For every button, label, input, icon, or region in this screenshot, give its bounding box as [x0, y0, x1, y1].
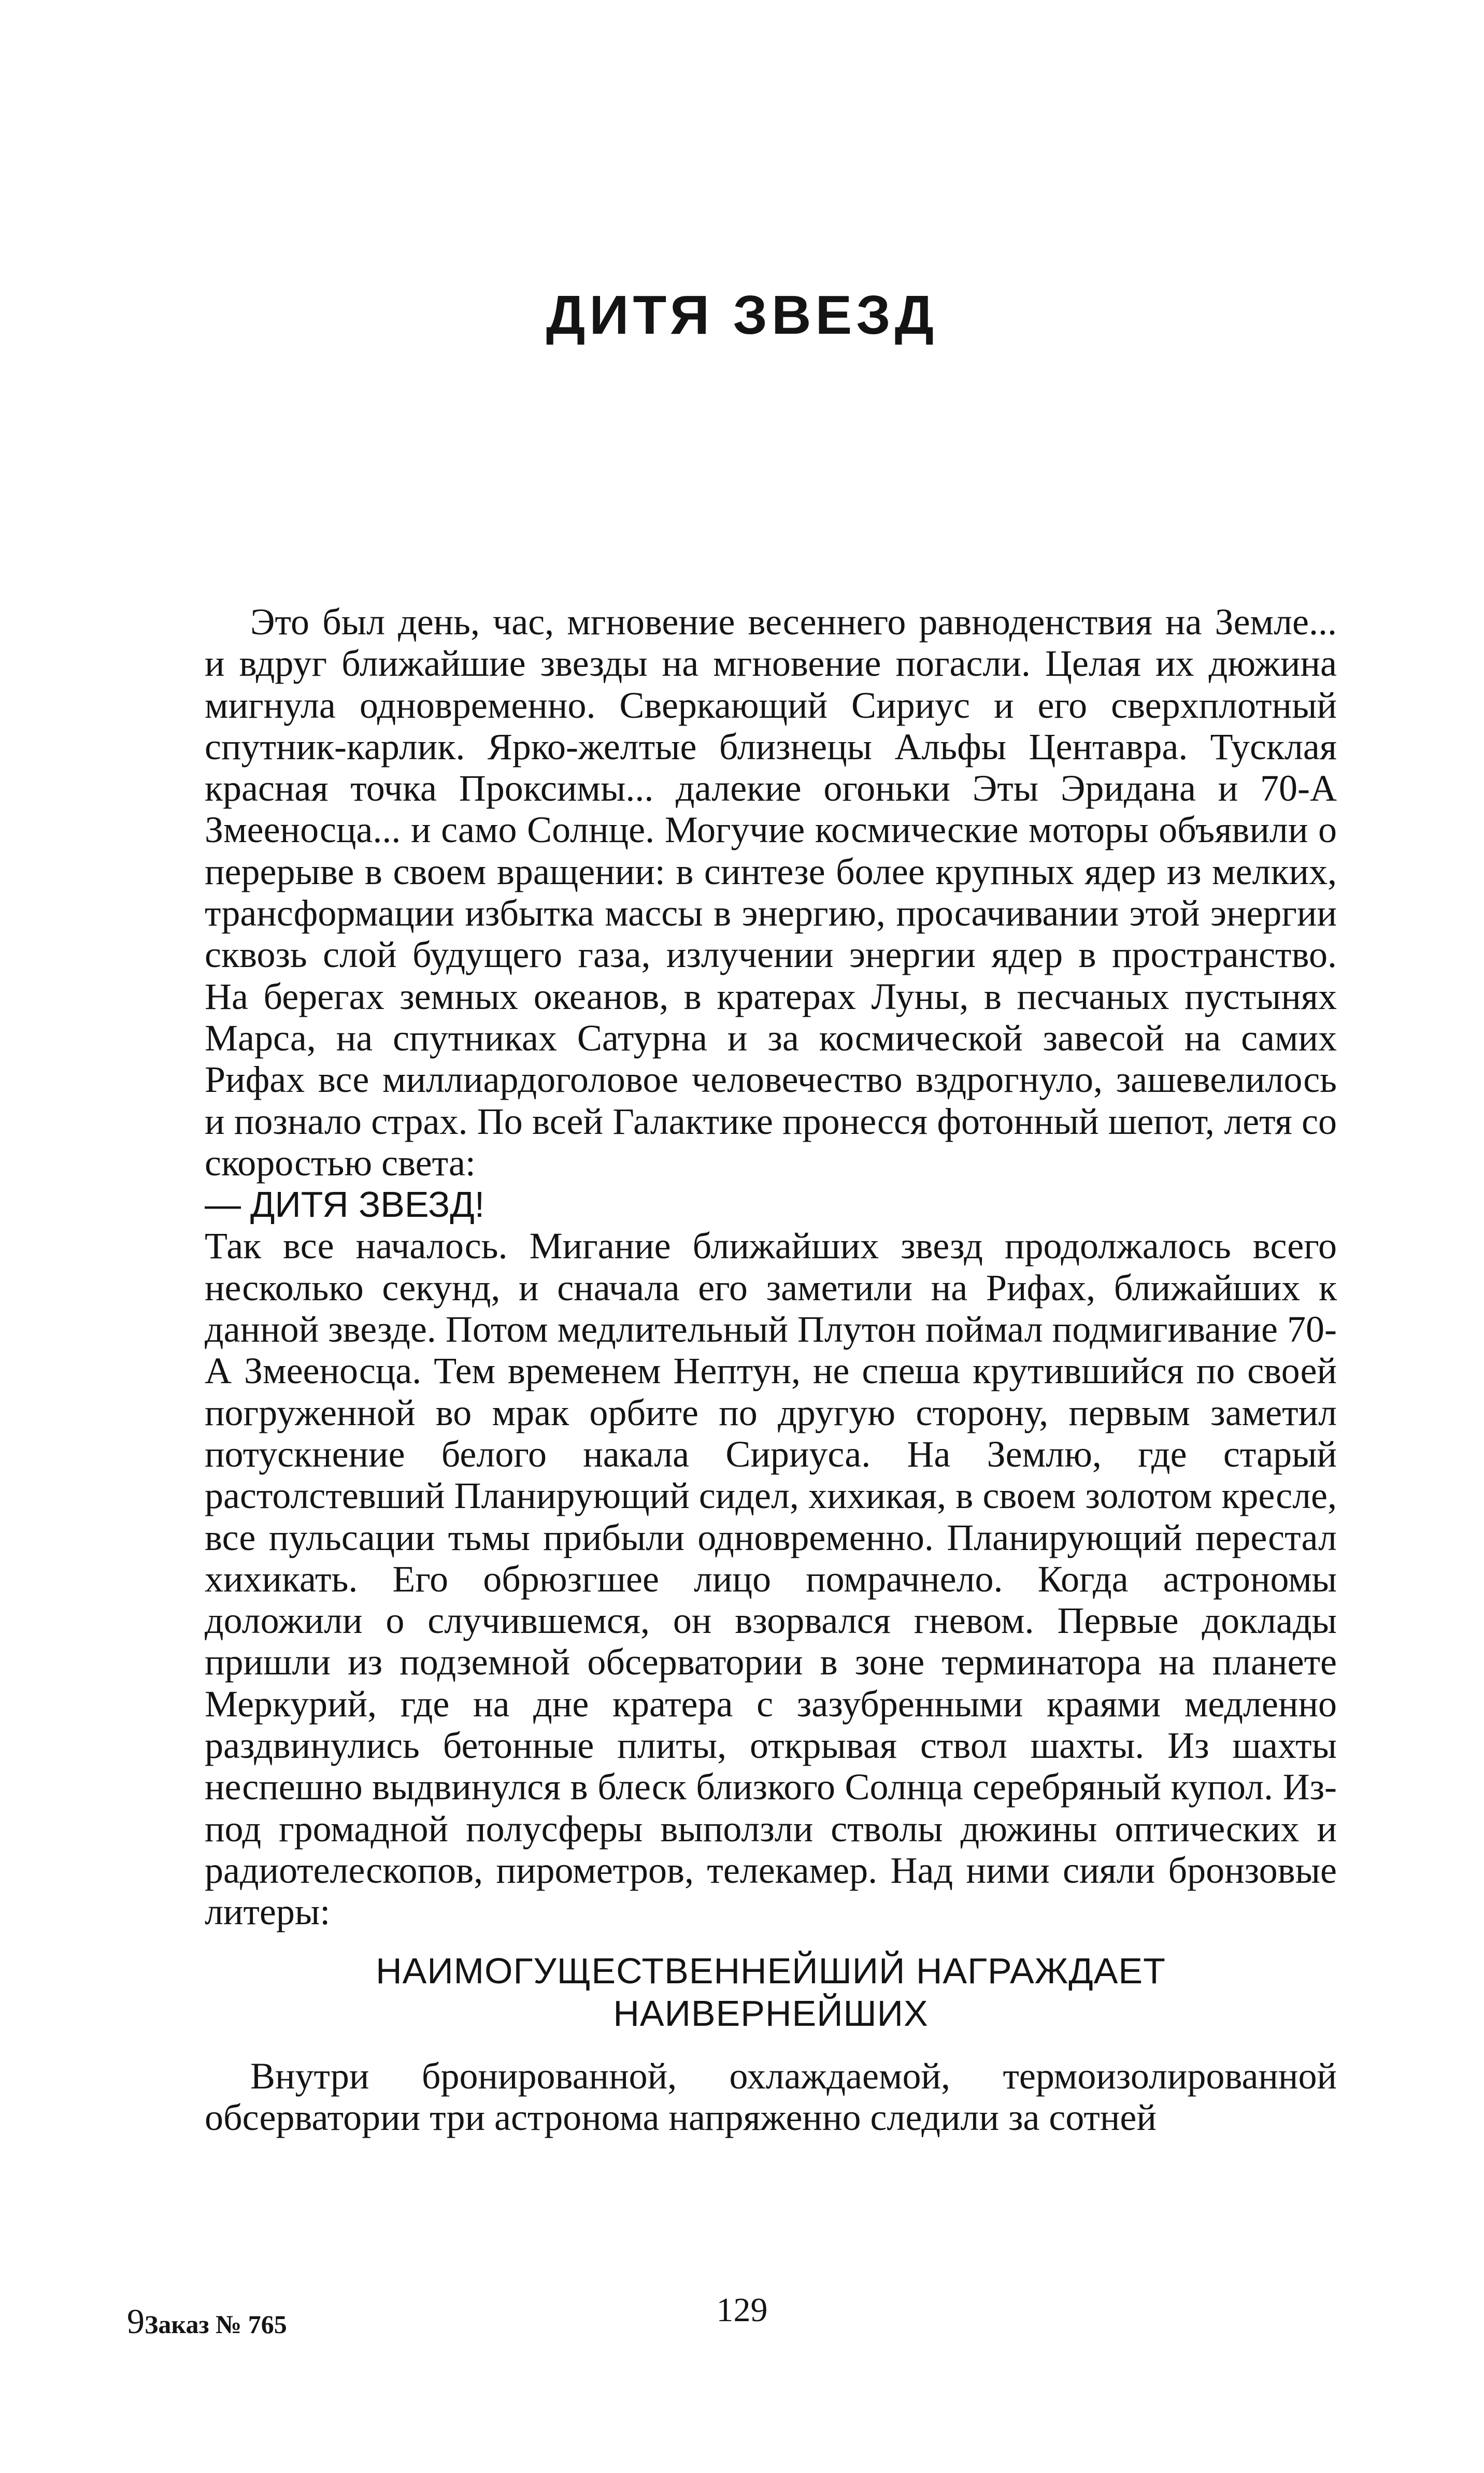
paragraph-beginning: Так все началось. Мигание ближайших звезд продолжалось всего несколько секунд, и сначала его заметили на Рифах, ближайших к данной звезде. Потом медлительный Плутон поймал подмигивание 70-А Змееносца. Тем временем Нептун, не спеша крутившийся по своей погруженной во мрак орбите по другую сторону, первым заметил потускнение белого накала Сириуса. На Землю, где старый растолстевший Планирующий сидел, хихикая, в своем золотом кресле, все пульсации тьмы прибыли одновременно. Планирующий перестал хихикать. Его обрюзгшее лицо помрачнело. Когда астрономы доложили о случившемся, он взорвался гневом. Первые доклады пришли из подземной обсерватории в зоне терминатора на планете Меркурий, где на дне кратера с зазубренными краями медленно раздвинулись бетонные плиты, открывая ствол шахты. Из шахты неспешно выдвинулся в блеск близкого Солнца серебряный купол. Из-под громадной полусферы выползли стволы дюжины оптических и радиотелескопов, пирометров, телекамер. Над ними сияли бронзовые литеры:	[205, 1225, 1337, 1933]
signature-number: 9	[127, 2301, 145, 2341]
exclamation-text: ДИТЯ ЗВЕЗД!	[250, 1184, 485, 1225]
body-text	[205, 601, 1337, 2138]
signature-text: Заказ № 765	[145, 2310, 287, 2339]
inscription-line-2: НАИВЕРНЕЙШИХ	[613, 1993, 929, 2034]
paragraph-opening: Это был день, час, мгновение весеннего равноденствия на Земле... и вдруг ближайшие звезды на мгновение погасли. Целая их дюжина мигнула одновременно. Сверкающий Сириус и его сверхплотный спутник-карлик. Ярко-желтые близнецы Альфы Центавра. Тусклая красная точка Проксимы... далекие огоньки Эты Эридана и 70-А Змееносца... и само Солнце. Могучие космические моторы объявили о перерыве в своем вращении: в синтезе более крупных ядер из мелких, трансформации избытка массы в энергию, просачивании этой энергии сквозь слой будущего газа, излучении энергии ядер в пространство. На берегах земных океанов, в кратерах Луны, в песчаных пустынях Марса, на спутниках Сатурна и за космической завесой на самих Рифах все миллиардоголовое человечество вздрогнуло, зашевелилось и познало страх. По всей Галактике пронесся фотонный шепот, летя со скоростью света:	[205, 601, 1337, 1184]
em-dash: —	[205, 1184, 241, 1225]
exclamation-line	[205, 1184, 1337, 1225]
bronze-inscription	[205, 1950, 1337, 2035]
page-number: 129	[716, 2291, 768, 2329]
paragraph-observatory: Внутри бронированной, охлаждаемой, термоизолированной обсерватории три астронома напряженно следили за сотней	[205, 2055, 1337, 2138]
inscription-line-1: НАИМОГУЩЕСТВЕННЕЙШИЙ НАГРАЖДАЕТ	[376, 1950, 1166, 1991]
chapter-title: ДИТЯ ЗВЕЗД	[546, 285, 938, 346]
